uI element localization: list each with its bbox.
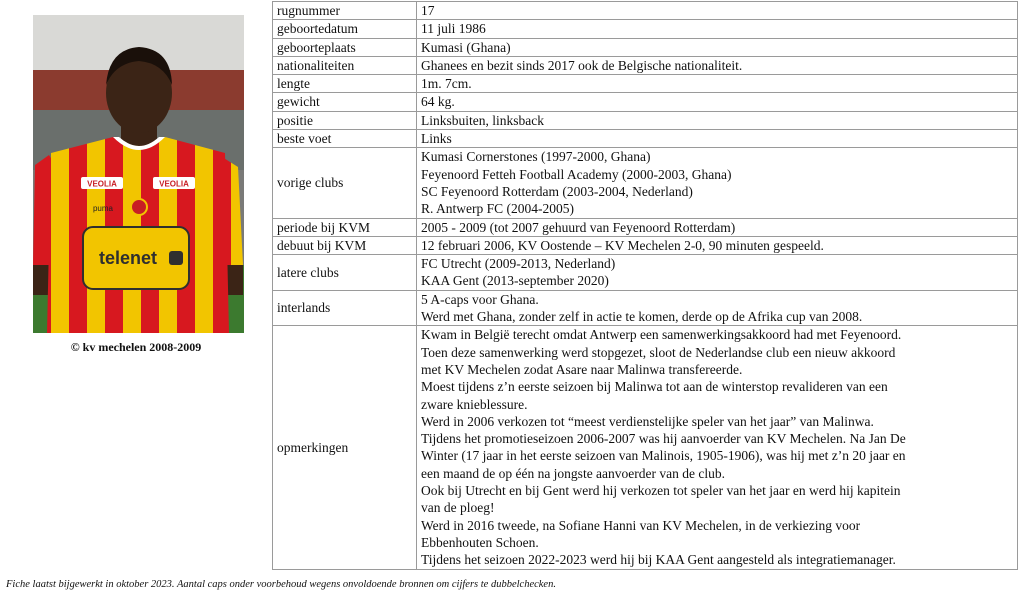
field-value-line: Feyenoord Fetteh Football Academy (2000-2003, Ghana) [421,166,732,182]
field-value-line: R. Antwerp FC (2004-2005) [421,201,574,217]
field-label: periode bij KVM [273,218,417,236]
field-label: gewicht [273,93,417,111]
field-value-line: Ebbenhouten Schoen. [421,534,539,550]
field-value-line: FC Utrecht (2009-2013, Nederland) [421,256,616,272]
field-value-line: 5 A-caps voor Ghana. [421,291,539,307]
field-value-line: KAA Gent (2013-september 2020) [421,273,609,289]
svg-text:VEOLIA: VEOLIA [87,179,117,189]
footnote: Fiche laatst bijgewerkt in oktober 2023. Aantal caps onder voorbehoud wegens onvoldoende bronnen om cijfers te dubbelchecken. [6,579,556,590]
field-label: latere clubs [273,255,417,291]
table-row [273,255,1018,291]
field-value-line: Winter (17 jaar in het eerste seizoen van Malinois, 1905-1906), was hij met z’n 20 jaar en [421,448,906,464]
table-row [273,56,1018,74]
field-value [417,93,1018,111]
svg-text:telenet: telenet [98,248,158,268]
field-label: vorige clubs [273,148,417,218]
field-value-line: Linksbuiten, linksback [421,112,544,128]
field-label: beste voet [273,130,417,148]
table-row [273,75,1018,93]
field-value-line: 17 [421,3,435,18]
field-label: interlands [273,290,417,326]
svg-text:puma: puma [92,204,114,213]
field-label: debuut bij KVM [273,236,417,254]
field-value-line: 1m. 7cm. [421,76,472,92]
field-value [417,20,1018,38]
player-info-table [272,1,1018,570]
field-label: lengte [273,75,417,93]
field-value [417,38,1018,56]
field-value-line: een maand de op één na jongste aanvoerder van de club. [421,465,725,481]
field-value-line: Ook bij Utrecht en bij Gent werd hij verkozen tot speler van het jaar en werd hij kapitein [421,483,901,499]
field-value [417,56,1018,74]
table-row [273,130,1018,148]
field-value [417,218,1018,236]
field-label: geboortedatum [273,20,417,38]
field-value-line: Links [421,131,452,147]
field-value-line: Ghanees en bezit sinds 2017 ook de Belgische nationaliteit. [421,57,743,73]
field-value [417,2,1018,20]
table-row [273,93,1018,111]
field-value [417,326,1018,569]
field-value-line: 11 juli 1986 [421,21,486,37]
field-value-line: Werd in 2006 verkozen tot “meest verdienstelijke speler van het jaar” van Malinwa. [421,413,874,429]
field-value [417,290,1018,326]
table-row [273,290,1018,326]
field-value [417,236,1018,254]
table-row [273,218,1018,236]
table-row [273,236,1018,254]
table-row [273,111,1018,129]
player-portrait-image [33,15,244,333]
field-value-line: Kumasi (Ghana) [421,39,511,55]
field-label: opmerkingen [273,326,417,569]
field-value-line: van de ploeg! [421,500,495,516]
field-value [417,111,1018,129]
field-value [417,130,1018,148]
field-label: nationaliteiten [273,56,417,74]
field-value-line: met KV Mechelen zodat Asare naar Malinwa transfereerde. [421,361,743,377]
table-row [273,148,1018,218]
field-value-line: Toen deze samenwerking werd stopgezet, sloot de Nederlandse club een nieuw akkoord [421,344,896,360]
field-label: geboorteplaats [273,38,417,56]
field-value-line: Moest tijdens z’n eerste seizoen bij Malinwa tot aan de winterstop revalideren van een [421,379,888,395]
player-photo [33,15,244,333]
table-row [273,20,1018,38]
field-value-line: 12 februari 2006, KV Oostende – KV Mechelen 2-0, 90 minuten gespeeld. [421,237,824,253]
table-row [273,38,1018,56]
field-value-line: Werd in 2016 tweede, na Sofiane Hanni van KV Mechelen, in de verkiezing voor [421,517,861,533]
field-value-line: Kwam in België terecht omdat Antwerp een samenwerkingsakkoord had met Feyenoord. [421,327,902,343]
field-value-line: 64 kg. [421,94,455,110]
field-value-line: Kumasi Cornerstones (1997-2000, Ghana) [421,149,651,165]
field-label: positie [273,111,417,129]
svg-text:VEOLIA: VEOLIA [159,179,189,189]
player-info-body [273,2,1018,570]
field-value-line: Tijdens het promotieseizoen 2006-2007 was hij aanvoerder van KV Mechelen. Na Jan De [421,431,906,447]
field-value-line: Werd met Ghana, zonder zelf in actie te komen, derde op de Afrika cup van 2008. [421,309,863,325]
field-value [417,75,1018,93]
field-label: rugnummer [273,2,417,20]
table-row [273,326,1018,569]
photo-caption: © kv mechelen 2008-2009 [70,340,202,354]
photo-column [0,0,272,580]
field-value-line: Tijdens het seizoen 2022-2023 werd hij bij KAA Gent aangesteld als integratiemanager. [421,552,896,568]
field-value-line: 2005 - 2009 (tot 2007 gehuurd van Feyenoord Rotterdam) [421,219,736,235]
field-value-line: SC Feyenoord Rotterdam (2003-2004, Nederland) [421,183,693,199]
table-row [273,2,1018,20]
field-value [417,255,1018,291]
field-value-line: zware knieblessure. [421,396,528,412]
field-value [417,148,1018,218]
